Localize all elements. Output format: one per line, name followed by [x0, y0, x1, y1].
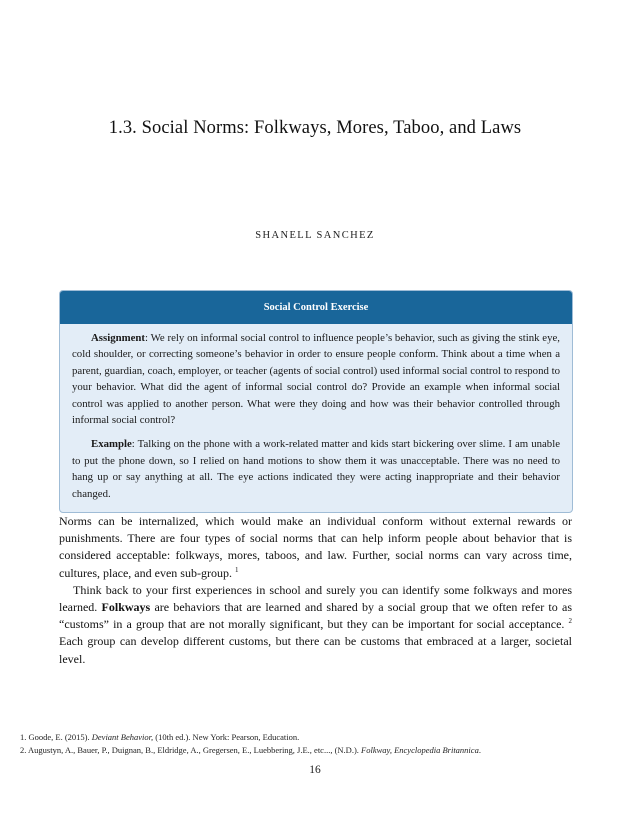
- example-paragraph: [72, 436, 560, 502]
- footnote-item: [20, 731, 610, 744]
- example-label: Example: [91, 438, 132, 451]
- footnote-citation: Goode, E. (2015).: [28, 732, 90, 742]
- footnote-citation: Augustyn, A., Bauer, P., Duignan, B., Eldridge, A., Gregersen, E., Luebbering, J.E., etc..., (N.D.).: [28, 745, 359, 755]
- page-title: 1.3. Social Norms: Folkways, Mores, Taboo, and Laws: [108, 118, 522, 138]
- exercise-body: [60, 324, 572, 512]
- footnote-item: [20, 744, 610, 757]
- para1-text: Norms can be internalized, which would make an individual conform without external rewards or punishments. There are four types of social norms that can help inform people about behavior that is considered acceptable: folkways, mores, taboos, and law. Further, social norms can vary across time, cultures, place, and even sub-group.: [59, 514, 572, 580]
- footnote-number: 2.: [20, 745, 27, 755]
- assignment-label: Assignment: [91, 332, 145, 344]
- main-text: [59, 513, 572, 668]
- footnote-citation-end: .: [478, 745, 481, 755]
- footnote-ref-1[interactable]: 1: [234, 565, 239, 574]
- body-paragraph-2: [59, 582, 572, 668]
- exercise-heading: Social Control Exercise: [60, 291, 572, 324]
- folkways-term: Folkways: [101, 600, 151, 615]
- footnote-ref-2[interactable]: 2: [568, 617, 573, 626]
- footnote-title: Deviant Behavior,: [91, 732, 154, 742]
- assignment-text: : We rely on informal social control to influence people’s behavior, such as giving the stink eye, cold shoulder, or correcting someone’s behavior in order to ensure people conform. Think about a time when a parent, guardian, coach, employer, or teacher (agents of social control) used informal social control to respond to your behavior. What did the agent of informal social control do? Provide an example when informal social control was applied to another person. What were they doing and how was their behavior controlled through informal social control?: [72, 332, 560, 427]
- para2-text-a: Think back to your first experiences in school and surely you can identify some folkways and mores learned.: [59, 582, 572, 615]
- footnote-number: 1.: [20, 732, 27, 742]
- example-text: : Talking on the phone with a work-related matter and kids start bickering over slime. I am unable to put the phone down, so I relied on hand motions to show them it was unacceptable. There was no need to hang up or say anything at all. The eye actions indicated they were acting inappropriate and their behavior changed.: [72, 438, 560, 500]
- para2-text-c: Each group can develop different customs, but there can be customs that embraced at a larger, societal level.: [59, 634, 572, 666]
- footnote-citation-end: (10th ed.). New York: Pearson, Education.: [155, 732, 300, 742]
- body-paragraph-1: [59, 513, 572, 582]
- footnotes: [20, 731, 610, 757]
- footnote-title: Folkway, Encyclopedia Britannica: [361, 745, 479, 755]
- exercise-box: [59, 290, 573, 513]
- assignment-paragraph: [72, 330, 560, 428]
- para2-text-b: are behaviors that are learned and shared by a social group that we often refer to as “customs” in a group that are not morally significant, but they can be important for social acceptance.: [59, 600, 572, 632]
- page-number: 16: [309, 764, 321, 776]
- author-name: SHANELL SANCHEZ: [255, 230, 375, 241]
